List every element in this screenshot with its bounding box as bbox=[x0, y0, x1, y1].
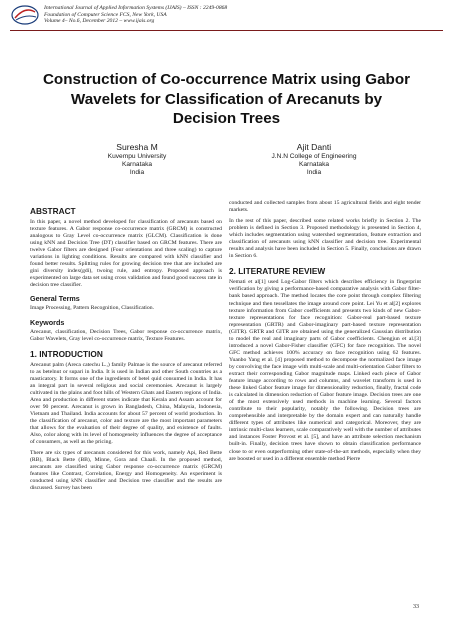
author-block-2 bbox=[229, 142, 399, 178]
journal-header bbox=[44, 5, 227, 25]
literature-review-paragraph: Nemati et al[1] used Log-Gabor filters which describes efficiency in fingerprint verification by giving a performance-based comparative analysis with Gabor filter-bank based approach. The method locates the core point through complex filtering technique and then tessellates the image around core point. Lei Yu et al[2] explores texture information from Gabor coefficients and presents two kinds of new Gabor-texture representations for face recognition: Gabor-real part-based texture representation (GRTR) and Gabor-imaginary part-based texture representation (GITR). GRTR and GITR are obtained using the generalized Gaussian distribution to model the real and imaginary parts of Gabor coefficients. Chengjun et al.[3] introduced a novel Gabor-Fisher classifier (GFC) for face recognition. The novel GFC method achieves 100% accuracy on face recognition using 62 features. Yuanbo Yang et al. [4] proposed method to decompose the normalized face image by convolving the face image with multi-scale and multi-orientation Gabor filters to extract their corresponding Gabor magnitude maps. Linked each piece of Gabor feature image according to rows and columns, and wavelet transform is used in these linked Gabor feature image for dimensionality reduction, finally, fractal code is calculated in dimension reduction of Gabor feature image. Decision trees are one of the most extensively used methods in machine learning. Several factors contribute to their popularity, notably the following. Decision trees are comprehensible and interpretable by the domain expert and can naturally handle different types of attributes like numerical and categorical. Moreover, they are intrinsic multi-class learners, scale comparatively well with the number of attributes and instances Foster Provost et al. [5], and have an attribute selection mechanism built-in. Finally, decision trees have shown to obtain classification performance close to or even outperforming other state-of-the-art methods, especially when they are boosted or used in a different ensemble method Pierre bbox=[229, 279, 421, 462]
author-affiliation: Kuvempu University bbox=[107, 153, 167, 160]
left-column bbox=[30, 200, 222, 496]
right-column bbox=[229, 200, 421, 467]
keywords-heading: Keywords bbox=[30, 317, 65, 327]
introduction-paragraph-2: There are six types of arecanuts considered for this work, namely Api, Red Bette (RB), Black Bette (BB), Minne, Gora and Chaali. In the proposed method, arecanuts are classified using Gabor response co-occurrence matrix (GRCM) features like Contrast, Correlation, Energy and Homogeneity. An experiment is conducted using kNN classifier and Decision tree classifier and the results are discussed. Survey has been bbox=[30, 450, 222, 492]
journal-header-line3: Volume 4– No.6, December 2012 – www.ijais.org bbox=[44, 18, 155, 25]
general-terms-heading: General Terms bbox=[30, 294, 80, 304]
paper-title: Construction of Co-occurrence Matrix using Gabor Wavelets for Classification of Arecanuts by Decision Trees bbox=[42, 71, 411, 127]
keywords-text: Arecanut, classification, Decision Trees, Gabor response co-occurrence matrix, Gabor Wavelets, Gray level co-occurrence matrix, Texture Features. bbox=[30, 328, 222, 342]
author-country: India bbox=[129, 169, 145, 177]
journal-header-line1: International Journal of Applied Information Systems (IJAIS) – ISSN : 2249-0868 bbox=[44, 5, 228, 11]
introduction-paragraph-1: Arecanut palm (Areca catechu L.,) family Palmae is the source of arecanut referred to as betelnut or supari in India. It is used in Indian and other South countries as a masticatory. It forms one of the ingredients of betel quid consumed in India. It has an integral part in several religious and social ceremonies. Arecanut is largely cultivated in the plains and foot hills of Western Ghats and Eastern regions of India. Area and production in different states indicate that Kerala and Assam account for over 90 percent. Arecanut is grown in Bangladesh, China, Malaysia, Indonesia, Vietnam and Thailand. India accounts for about 57 percent of world production. In the classification of arecanut, color and texture are the most important parameters that allows for the evaluation of their degree of quality, and existence of faults. Also, color along with its level of homogeneity influences the degree of acceptance of consumers, as well as the pricing. bbox=[30, 361, 222, 446]
introduction-heading: 1. INTRODUCTION bbox=[30, 348, 103, 359]
author-affiliation: J.N.N College of Engineering bbox=[271, 153, 357, 160]
abstract-text: In this paper, a novel method developed for classification of arecanuts based on texture features. A Gabor response co-occurrence matrix (GRCM) is constructed analogous to Gray Level co-occurrence matrix (GLCM). Classification is done using kNN and Decision Tree (DT) classifier based on GRCM features. There are twelve Gabor filters are designed (Four orientations and three scaling) to capture variations in lighting conditions. Results are compared with kNN classifier and found better results. Splitting rules for growing decision tree that are included are gini diversity index(gdi), twoing rule, and entropy. Proposed approach is experimented on large data set using cross validation and found good success rate in decision tree classifier. bbox=[30, 219, 222, 289]
abstract-heading: ABSTRACT bbox=[30, 206, 76, 216]
author-state: Karnataka bbox=[121, 161, 153, 169]
literature-review-heading: 2. LITERATURE REVIEW bbox=[229, 266, 326, 277]
journal-logo-icon bbox=[10, 4, 40, 26]
page-number: 33 bbox=[413, 604, 419, 610]
author-state: Karnataka bbox=[298, 161, 330, 169]
introduction-continued: conducted and collected samples from about 15 agricultural fields and eight tender markets. bbox=[229, 200, 421, 214]
author-block-1 bbox=[52, 142, 222, 178]
author-name: Ajit Danti bbox=[296, 142, 332, 152]
journal-header-line2: Foundation of Computer Science FCS, New York, USA bbox=[44, 11, 167, 18]
author-name: Suresha M bbox=[116, 142, 158, 152]
general-terms-text: Image Processing, Pattern Recognition, Classification. bbox=[30, 305, 154, 312]
header-divider bbox=[10, 30, 443, 31]
paper-outline-paragraph: In the rest of this paper, described some related works briefly in Section 2. The problem is defined in Section 3. Proposed methodology is presented in Section 4, which includes segmentation using watershed segmentation, feature extraction and classification of arecanuts using kNN classifier and decision tree. Experimental results and analysis have been included in Section 5. Finally, conclusions are drawn in Section 6. bbox=[229, 218, 421, 260]
author-country: India bbox=[306, 169, 322, 177]
